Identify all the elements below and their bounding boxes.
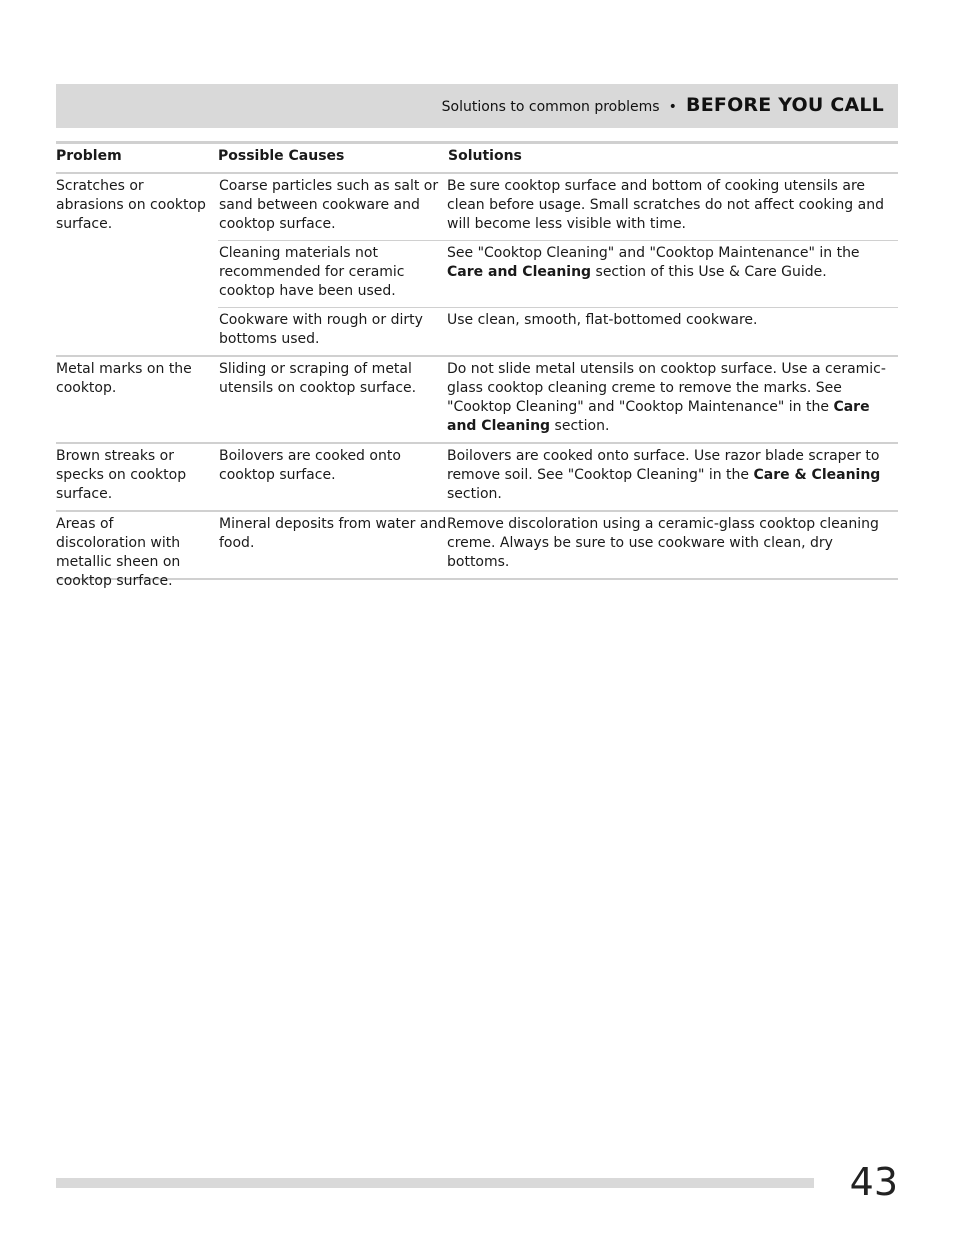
solution-cell <box>447 515 898 572</box>
table-row <box>218 357 898 442</box>
page-number: 43 <box>849 1160 898 1204</box>
solution-text: Boilovers are cooked onto surface. Use razor blade scraper to remove soil. See "Cooktop Cleaning" in the <box>447 448 880 483</box>
table-row <box>218 241 898 308</box>
problem-group <box>56 444 898 512</box>
solution-text: Be sure cooktop surface and bottom of cooking utensils are clean before usage. Small scratches do not affect cooking and will become less visible with time. <box>447 178 884 232</box>
solution-cell <box>447 311 898 349</box>
table-row <box>218 512 898 578</box>
table-row <box>218 174 898 241</box>
table-header-row <box>56 141 898 174</box>
column-header-causes: Possible Causes <box>218 148 345 164</box>
solution-text: section. <box>447 486 502 502</box>
problem-group <box>56 357 898 444</box>
header-title: BEFORE YOU CALL <box>686 94 884 116</box>
solution-text: section. <box>550 418 610 434</box>
table-row <box>218 308 898 355</box>
solution-reference: Care & Cleaning <box>753 467 881 483</box>
cause-cell: Boilovers are cooked onto cooktop surface. <box>219 448 401 483</box>
solution-cell <box>447 360 898 436</box>
table-body <box>56 174 898 589</box>
solution-text: Do not slide metal utensils on cooktop surface. Use a ceramic-glass cooktop cleaning creme to remove the marks. See "Cooktop Cleaning" and "Cooktop Maintenance" in the <box>447 361 886 415</box>
solution-cell <box>447 244 898 301</box>
cause-cell: Cleaning materials not recommended for ceramic cooktop have been used. <box>219 245 405 299</box>
problem-group <box>56 174 898 357</box>
header-subtitle: Solutions to common problems <box>441 99 660 115</box>
cause-cell: Coarse particles such as salt or sand between cookware and cooktop surface. <box>219 178 439 232</box>
solution-text: See "Cooktop Cleaning" and "Cooktop Maintenance" in the <box>447 245 860 261</box>
problem-cell: Areas of discoloration with metallic sheen on cooktop surface. <box>56 516 181 589</box>
problem-group <box>56 512 898 589</box>
solution-reference: Care and Cleaning <box>447 399 870 434</box>
problem-cell: Brown streaks or specks on cooktop surface. <box>56 448 187 502</box>
page-header <box>442 94 884 116</box>
solution-cell <box>447 177 898 234</box>
solution-text: Use clean, smooth, flat-bottomed cookware. <box>447 312 758 328</box>
column-header-problem: Problem <box>56 148 122 164</box>
cause-cell: Mineral deposits from water and food. <box>219 516 447 551</box>
solution-text: section of this Use & Care Guide. <box>591 264 827 280</box>
column-header-solutions: Solutions <box>448 148 522 164</box>
troubleshooting-table <box>56 141 898 589</box>
header-separator: • <box>668 99 677 115</box>
cause-cell: Sliding or scraping of metal utensils on cooktop surface. <box>219 361 417 396</box>
problem-cell: Metal marks on the cooktop. <box>56 361 192 396</box>
footer-bar <box>56 1178 814 1188</box>
table-row <box>218 444 898 510</box>
cause-cell: Cookware with rough or dirty bottoms used. <box>219 312 423 347</box>
solution-reference: Care and Cleaning <box>447 264 592 280</box>
problem-cell: Scratches or abrasions on cooktop surface. <box>56 178 206 232</box>
solution-cell <box>447 447 898 504</box>
page-header-band <box>56 84 898 128</box>
solution-text: Remove discoloration using a ceramic-glass cooktop cleaning creme. Always be sure to use cookware with clean, dry bottoms. <box>447 516 879 570</box>
